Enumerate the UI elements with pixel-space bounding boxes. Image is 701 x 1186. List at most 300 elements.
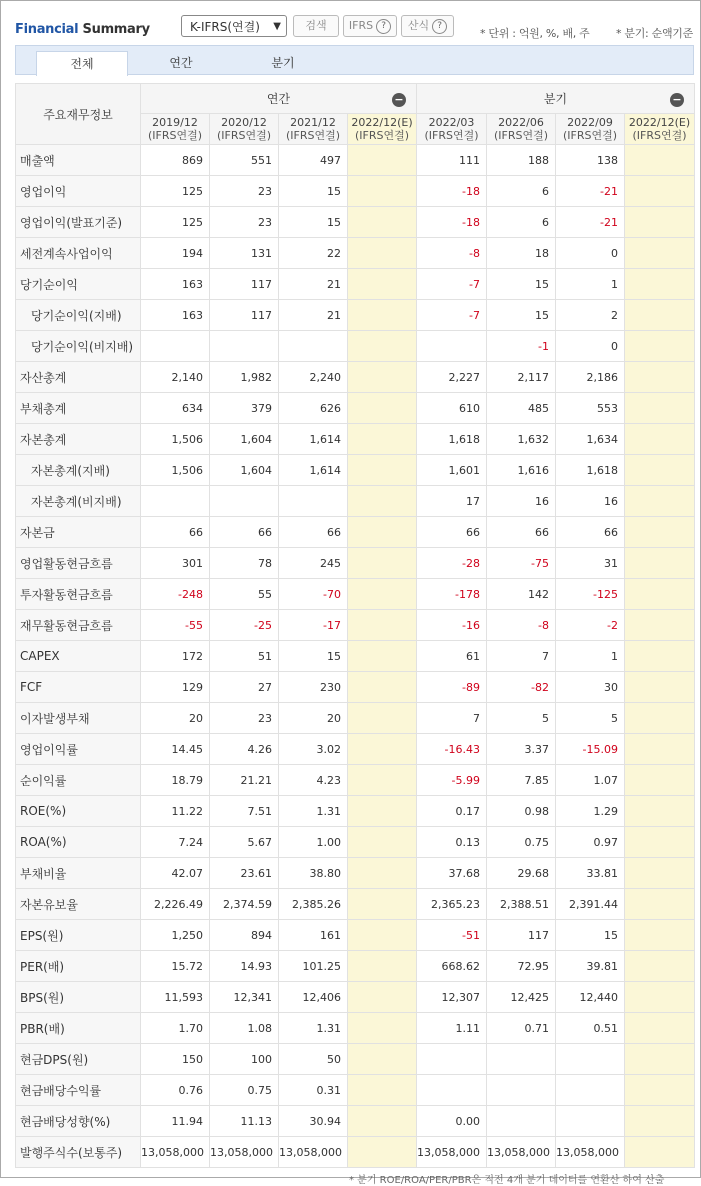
table-cell (348, 641, 417, 672)
table-cell (279, 486, 348, 517)
table-cell: 33.81 (556, 858, 625, 889)
table-cell: 66 (141, 517, 210, 548)
table-cell: 2,227 (417, 362, 487, 393)
table-cell: -75 (487, 548, 556, 579)
table-cell (348, 796, 417, 827)
table-cell (625, 331, 695, 362)
table-cell: 668.62 (417, 951, 487, 982)
table-cell: 12,341 (210, 982, 279, 1013)
table-cell: 23 (210, 176, 279, 207)
table-cell: 39.81 (556, 951, 625, 982)
table-cell: 1,614 (279, 424, 348, 455)
table-cell (141, 486, 210, 517)
table-cell: 0.13 (417, 827, 487, 858)
table-cell: 0.00 (417, 1106, 487, 1137)
table-cell: 2,186 (556, 362, 625, 393)
table-cell: 13,058,000 (210, 1137, 279, 1168)
table-cell: 1.29 (556, 796, 625, 827)
table-cell: -25 (210, 610, 279, 641)
table-cell (625, 1106, 695, 1137)
row-label: 재무활동현금흐름 (16, 610, 141, 641)
row-label: 현금DPS(원) (16, 1044, 141, 1075)
table-cell: 1,618 (417, 424, 487, 455)
table-row (16, 145, 695, 176)
table-cell: 172 (141, 641, 210, 672)
table-cell: 497 (279, 145, 348, 176)
row-label: 당기순이익(비지배) (16, 331, 141, 362)
table-cell: 125 (141, 207, 210, 238)
annual-group-header (141, 84, 417, 114)
collapse-annual-icon[interactable]: − (392, 93, 406, 107)
row-label: ROA(%) (16, 827, 141, 858)
table-cell: 7 (417, 703, 487, 734)
table-cell: -28 (417, 548, 487, 579)
table-cell: 0 (556, 238, 625, 269)
table-cell (625, 269, 695, 300)
chevron-down-icon: ▼ (273, 21, 281, 32)
table-cell: 0.17 (417, 796, 487, 827)
table-cell: 1,632 (487, 424, 556, 455)
table-cell: 188 (487, 145, 556, 176)
row-label: 이자발생부채 (16, 703, 141, 734)
row-label: 현금배당수익률 (16, 1075, 141, 1106)
table-cell: -21 (556, 207, 625, 238)
table-cell: -17 (279, 610, 348, 641)
row-label: 자본유보율 (16, 889, 141, 920)
table-cell: 17 (417, 486, 487, 517)
table-cell: -7 (417, 269, 487, 300)
table-cell: 194 (141, 238, 210, 269)
table-row (16, 827, 695, 858)
table-cell: 634 (141, 393, 210, 424)
row-label: EPS(원) (16, 920, 141, 951)
table-cell: 7.85 (487, 765, 556, 796)
table-cell: 894 (210, 920, 279, 951)
table-cell: -2 (556, 610, 625, 641)
period-label: 2021/12 (290, 116, 336, 129)
row-label: ROE(%) (16, 796, 141, 827)
table-cell (348, 176, 417, 207)
period-label: 2022/12(E) (628, 116, 691, 129)
table-cell: 72.95 (487, 951, 556, 982)
table-cell (625, 238, 695, 269)
table-cell: -125 (556, 579, 625, 610)
row-label: 자본총계 (16, 424, 141, 455)
period-header (141, 114, 210, 145)
table-row (16, 424, 695, 455)
table-row (16, 207, 695, 238)
ifrs-help-button[interactable] (343, 15, 397, 37)
table-cell (625, 982, 695, 1013)
period-header (487, 114, 556, 145)
table-cell: 2,226.49 (141, 889, 210, 920)
table-cell: 13,058,000 (417, 1137, 487, 1168)
table-row (16, 517, 695, 548)
unit-note: * 단위 : 억원, %, 배, 주 (480, 27, 590, 40)
table-cell: 13,058,000 (141, 1137, 210, 1168)
table-cell: 18 (487, 238, 556, 269)
table-cell (625, 889, 695, 920)
table-cell (348, 858, 417, 889)
table-cell (625, 827, 695, 858)
table-cell: 7.51 (210, 796, 279, 827)
basis-label: (IFRS연결) (632, 129, 687, 142)
collapse-quarter-icon[interactable]: − (670, 93, 684, 107)
table-cell: 125 (141, 176, 210, 207)
period-header (210, 114, 279, 145)
row-label: 당기순이익(지배) (16, 300, 141, 331)
table-cell: 13,058,000 (279, 1137, 348, 1168)
table-cell (348, 1137, 417, 1168)
row-label: 세전계속사업이익 (16, 238, 141, 269)
table-cell: 12,406 (279, 982, 348, 1013)
table-cell (625, 734, 695, 765)
table-cell (625, 455, 695, 486)
table-cell: 11.13 (210, 1106, 279, 1137)
financial-table-container (15, 83, 694, 1168)
table-cell: -15.09 (556, 734, 625, 765)
table-cell: 5 (487, 703, 556, 734)
table-cell (348, 455, 417, 486)
table-cell (348, 982, 417, 1013)
table-cell: 1.07 (556, 765, 625, 796)
footnote: * 분기 ROE/ROA/PER/PBR은 직전 4개 분기 데이터를 연환산 하여 산출 (349, 1175, 665, 1186)
table-cell: 1,604 (210, 455, 279, 486)
period-label: 2022/09 (567, 116, 613, 129)
table-row (16, 765, 695, 796)
table-cell: 1 (556, 269, 625, 300)
table-cell: 15 (279, 176, 348, 207)
row-label: 자본총계(비지배) (16, 486, 141, 517)
table-cell: 869 (141, 145, 210, 176)
table-cell (348, 920, 417, 951)
row-label: PBR(배) (16, 1013, 141, 1044)
table-row (16, 176, 695, 207)
table-cell: 6 (487, 207, 556, 238)
table-cell (348, 672, 417, 703)
table-cell (556, 1075, 625, 1106)
ifrs-label: IFRS (348, 19, 374, 32)
table-cell: 27 (210, 672, 279, 703)
table-cell (348, 424, 417, 455)
table-cell: 163 (141, 269, 210, 300)
basis-label: (IFRS연결) (285, 129, 341, 142)
table-cell: 14.45 (141, 734, 210, 765)
table-cell (348, 827, 417, 858)
row-label: 발행주식수(보통주) (16, 1137, 141, 1168)
table-row (16, 300, 695, 331)
formula-help-button[interactable] (401, 15, 454, 37)
tab-quarterly[interactable]: 분기 (271, 56, 295, 70)
financial-table-body (16, 145, 695, 1168)
title-summary: Summary (82, 22, 150, 37)
table-row (16, 579, 695, 610)
table-cell (625, 579, 695, 610)
row-label: 순이익률 (16, 765, 141, 796)
row-label: CAPEX (16, 641, 141, 672)
table-cell: 30 (556, 672, 625, 703)
table-cell (625, 920, 695, 951)
table-cell: 78 (210, 548, 279, 579)
basis-label: (IFRS연결) (493, 129, 549, 142)
table-cell: 2,385.26 (279, 889, 348, 920)
table-cell: 2,388.51 (487, 889, 556, 920)
table-row (16, 951, 695, 982)
table-cell (625, 424, 695, 455)
table-cell (141, 331, 210, 362)
table-row (16, 796, 695, 827)
table-cell (625, 486, 695, 517)
table-cell: 161 (279, 920, 348, 951)
table-cell: 2 (556, 300, 625, 331)
table-cell (625, 796, 695, 827)
table-row (16, 858, 695, 889)
tab-all[interactable]: 전체 (36, 51, 128, 76)
table-cell: 551 (210, 145, 279, 176)
table-cell (348, 145, 417, 176)
column-header-item: 주요재무정보 (16, 84, 141, 145)
table-cell: 4.26 (210, 734, 279, 765)
formula-label: 산식 (407, 19, 430, 32)
period-header (279, 114, 348, 145)
table-row (16, 548, 695, 579)
table-cell: 0.98 (487, 796, 556, 827)
row-label: 영업이익 (16, 176, 141, 207)
table-row (16, 362, 695, 393)
basis-label: (IFRS연결) (216, 129, 272, 142)
basis-label: (IFRS연결) (147, 129, 203, 142)
table-cell: 6 (487, 176, 556, 207)
table-cell (625, 548, 695, 579)
table-cell: 5 (556, 703, 625, 734)
table-cell: 163 (141, 300, 210, 331)
table-cell (625, 362, 695, 393)
table-cell: 51 (210, 641, 279, 672)
table-cell (625, 1075, 695, 1106)
table-cell (487, 1044, 556, 1075)
row-label: FCF (16, 672, 141, 703)
table-cell: -7 (417, 300, 487, 331)
table-cell: -16 (417, 610, 487, 641)
period-label: 2022/03 (428, 116, 475, 129)
table-cell: 66 (487, 517, 556, 548)
table-cell: 1.31 (279, 1013, 348, 1044)
table-cell: 5.67 (210, 827, 279, 858)
table-cell: 37.68 (417, 858, 487, 889)
table-row (16, 610, 695, 641)
row-label: 영업이익(발표기준) (16, 207, 141, 238)
table-cell: 66 (210, 517, 279, 548)
table-cell: 2,374.59 (210, 889, 279, 920)
question-icon: ? (432, 19, 447, 34)
table-cell: 16 (556, 486, 625, 517)
table-cell: 4.23 (279, 765, 348, 796)
table-cell: 0.71 (487, 1013, 556, 1044)
table-cell (348, 331, 417, 362)
table-cell: 7 (487, 641, 556, 672)
table-cell: 30.94 (279, 1106, 348, 1137)
table-cell: 1.00 (279, 827, 348, 858)
table-cell: 1 (556, 641, 625, 672)
table-cell: 15.72 (141, 951, 210, 982)
table-cell: 0.75 (487, 827, 556, 858)
table-row (16, 703, 695, 734)
table-cell (417, 1075, 487, 1106)
table-cell (625, 393, 695, 424)
table-cell: 129 (141, 672, 210, 703)
table-cell: 1.31 (279, 796, 348, 827)
table-cell: 1,634 (556, 424, 625, 455)
financial-table (15, 83, 695, 1168)
table-cell: 117 (487, 920, 556, 951)
table-cell (348, 579, 417, 610)
table-cell: -18 (417, 207, 487, 238)
table-cell: 2,391.44 (556, 889, 625, 920)
table-cell: 1,982 (210, 362, 279, 393)
table-row (16, 920, 695, 951)
table-cell: 1,601 (417, 455, 487, 486)
title-financial: Financial (15, 22, 79, 37)
table-cell (625, 703, 695, 734)
table-cell (625, 672, 695, 703)
table-cell: 101.25 (279, 951, 348, 982)
table-cell: 12,307 (417, 982, 487, 1013)
table-cell (417, 1044, 487, 1075)
period-label: 2022/12(E) (351, 116, 413, 129)
table-cell (625, 951, 695, 982)
table-cell (625, 517, 695, 548)
table-cell: 11,593 (141, 982, 210, 1013)
table-row (16, 486, 695, 517)
table-cell: 21 (279, 269, 348, 300)
table-cell: 131 (210, 238, 279, 269)
table-cell: 138 (556, 145, 625, 176)
table-cell: 553 (556, 393, 625, 424)
table-cell: 1,604 (210, 424, 279, 455)
table-cell: 117 (210, 300, 279, 331)
table-row (16, 1075, 695, 1106)
table-cell (625, 207, 695, 238)
row-label: 현금배당성향(%) (16, 1106, 141, 1137)
table-cell: 31 (556, 548, 625, 579)
table-cell (279, 331, 348, 362)
table-cell (348, 300, 417, 331)
table-cell: 13,058,000 (556, 1137, 625, 1168)
accounting-standard-select[interactable] (181, 15, 287, 37)
table-cell: 42.07 (141, 858, 210, 889)
table-cell: 3.02 (279, 734, 348, 765)
table-cell (348, 517, 417, 548)
search-button[interactable]: 검색 (293, 15, 339, 37)
table-cell: 2,240 (279, 362, 348, 393)
table-cell: 23 (210, 207, 279, 238)
table-row (16, 238, 695, 269)
table-cell: 1,506 (141, 424, 210, 455)
table-cell: 0.51 (556, 1013, 625, 1044)
table-cell (348, 1013, 417, 1044)
table-cell (625, 1044, 695, 1075)
period-label: 2022/06 (498, 116, 544, 129)
row-label: 영업이익률 (16, 734, 141, 765)
table-cell: 0.75 (210, 1075, 279, 1106)
table-cell (625, 641, 695, 672)
table-cell (487, 1075, 556, 1106)
table-cell (487, 1106, 556, 1137)
table-cell: 23 (210, 703, 279, 734)
table-cell: 20 (279, 703, 348, 734)
table-cell: 15 (279, 641, 348, 672)
table-row (16, 641, 695, 672)
row-label: 투자활동현금흐름 (16, 579, 141, 610)
table-cell: 22 (279, 238, 348, 269)
table-cell (210, 331, 279, 362)
annual-group-label: 연간 (266, 92, 291, 106)
row-label: 당기순이익 (16, 269, 141, 300)
table-cell: 66 (417, 517, 487, 548)
row-label: BPS(원) (16, 982, 141, 1013)
table-row (16, 1044, 695, 1075)
table-cell: 12,425 (487, 982, 556, 1013)
quarter-group-header (417, 84, 695, 114)
table-cell: 1,506 (141, 455, 210, 486)
table-cell: 379 (210, 393, 279, 424)
table-cell: 626 (279, 393, 348, 424)
table-cell: 0.97 (556, 827, 625, 858)
table-cell (625, 1137, 695, 1168)
table-cell (348, 1075, 417, 1106)
table-cell (348, 889, 417, 920)
table-cell: 11.94 (141, 1106, 210, 1137)
table-cell (348, 765, 417, 796)
table-cell: 15 (487, 300, 556, 331)
table-cell (348, 610, 417, 641)
table-cell (348, 362, 417, 393)
table-cell: 245 (279, 548, 348, 579)
row-label: PER(배) (16, 951, 141, 982)
row-label: 자산총계 (16, 362, 141, 393)
row-label: 부채비율 (16, 858, 141, 889)
table-cell: 29.68 (487, 858, 556, 889)
table-cell (348, 1106, 417, 1137)
table-cell (625, 176, 695, 207)
table-cell: 0.31 (279, 1075, 348, 1106)
page-title (15, 22, 150, 37)
row-label: 영업활동현금흐름 (16, 548, 141, 579)
period-label: 2020/12 (221, 116, 267, 129)
table-cell: 610 (417, 393, 487, 424)
table-cell (348, 238, 417, 269)
basis-label: (IFRS연결) (424, 129, 479, 142)
table-row (16, 982, 695, 1013)
header-bar (1, 1, 700, 45)
basis-label: (IFRS연결) (354, 129, 410, 142)
table-cell: 0.76 (141, 1075, 210, 1106)
table-cell: 3.37 (487, 734, 556, 765)
table-row (16, 331, 695, 362)
table-cell: 66 (279, 517, 348, 548)
table-cell (625, 300, 695, 331)
table-cell (348, 548, 417, 579)
table-row (16, 889, 695, 920)
basis-label: (IFRS연결) (562, 129, 618, 142)
table-row (16, 1137, 695, 1168)
period-header (556, 114, 625, 145)
period-label: 2019/12 (152, 116, 198, 129)
table-cell: 100 (210, 1044, 279, 1075)
tab-annual[interactable]: 연간 (169, 56, 193, 70)
table-cell: 15 (487, 269, 556, 300)
table-cell: 1,250 (141, 920, 210, 951)
